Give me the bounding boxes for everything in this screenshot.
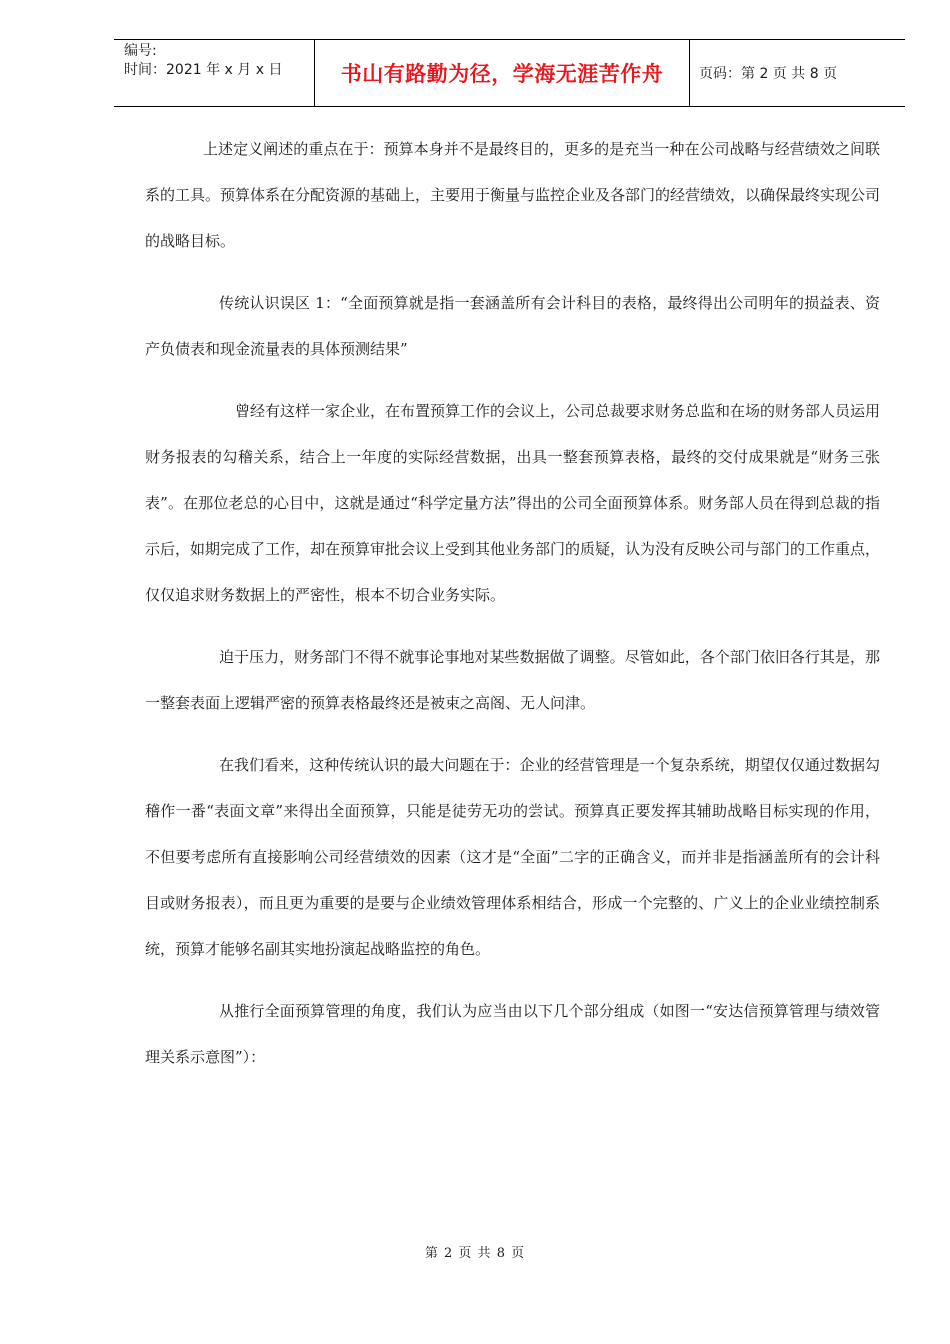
header-info-cell [114, 40, 315, 106]
paragraph-company-example: 曾经有这样一家企业，在布置预算工作的会议上，公司总裁要求财务总监和在场的财务部人员运用财务报表的勾稽关系，结合上一年度的实际经营数据，出具一整套预算表格，最终的交付成果就是“财务三张表”。在那位老总的心目中，这就是通过“科学定量方法”得出的公司全面预算体系。财务部人员在得到总裁的指示后，如期完成了工作，却在预算审批会议上受到其他业务部门的质疑，认为没有反映公司与部门的工作重点，仅仅追求财务数据上的严密性，根本不切合业务实际。 [145, 402, 881, 604]
header-page-number: 页码：第 2 页 共 8 页 [699, 66, 838, 82]
document-number-label: 编号: [124, 43, 157, 59]
page-footer: 第 2 页 共 8 页 [424, 1246, 526, 1261]
paragraph-analysis: 在我们看来，这种传统认识的最大问题在于：企业的经营管理是一个复杂系统，期望仅仅通过数据勾稽作一番“表面文章”来得出全面预算，只能是徒劳无功的尝试。预算真正要发挥其辅助战略目标实现的作用，不但要考虑所有直接影响公司经营绩效的因素（这才是“全面”二字的正确含义，而并非是指涵盖所有的会计科目或财务报表），而且更为重要的是要与企业绩效管理体系相结合，形成一个完整的、广义上的企业业绩控制系统，预算才能够名副其实地扮演起战略监控的角色。 [145, 756, 880, 958]
page-header [114, 39, 905, 107]
paragraph-definition-focus: 上述定义阐述的重点在于：预算本身并不是最终目的，更多的是充当一种在公司战略与经营绩效之间联系的工具。预算体系在分配资源的基础上，主要用于衡量与监控企业及各部门的经营绩效，以确保最终实现公司的战略目标。 [145, 140, 881, 250]
document-body [145, 126, 880, 1096]
paragraph-components-intro: 从推行全面预算管理的角度，我们认为应当由以下几个部分组成（如图一“安达信预算管理与绩效管理关系示意图”）： [145, 1002, 880, 1066]
paragraph-misconception-1: 传统认识误区 1：“全面预算就是指一套涵盖所有会计科目的表格，最终得出公司明年的损益表、资产负债表和现金流量表的具体预测结果” [145, 294, 880, 358]
header-motto: 书山有路勤为径，学海无涯苦作舟 [315, 40, 690, 106]
document-time-label: 时间：2021 年 x 月 x 日 [124, 62, 283, 78]
paragraph-adjustment: 迫于压力，财务部门不得不就事论事地对某些数据做了调整。尽管如此，各个部门依旧各行其是，那一整套表面上逻辑严密的预算表格最终还是被束之高阁、无人问津。 [145, 648, 880, 712]
